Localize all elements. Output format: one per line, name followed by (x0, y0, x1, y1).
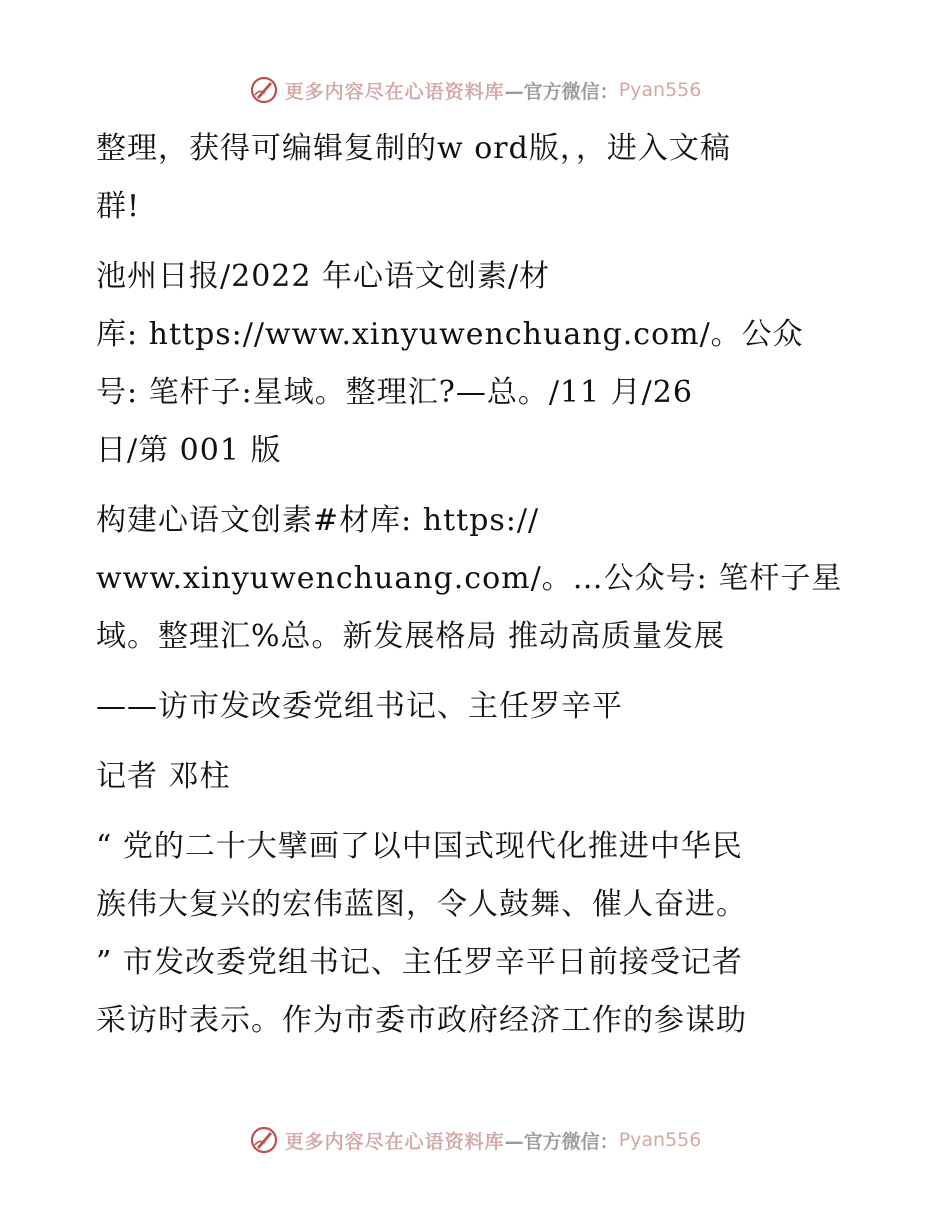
paragraph-headline (96, 492, 856, 666)
text-line: 族伟大复兴的宏伟蓝图，令人鼓舞、催人奋进。 (96, 887, 747, 922)
text-line: 日/第 001 版 (96, 433, 282, 468)
paragraph-body (96, 818, 856, 1050)
text-line: 号: 笔杆子:星域。整理汇?—总。/11 月/26 (96, 375, 693, 410)
footer-watermark-banner (0, 1120, 950, 1160)
banner-official-text: —官方微信： (504, 1130, 619, 1153)
text-line: www.xinyuwenchuang.com/。…公众号: 笔杆子星 (96, 561, 843, 596)
quill-seal-icon (249, 1125, 279, 1155)
paragraph-intro (96, 120, 856, 236)
text-line: 记者 邓柱 (96, 759, 231, 794)
paragraph-subtitle (96, 678, 856, 736)
paragraph-byline (96, 748, 856, 806)
text-line: 构建心语文创素#材库: https:// (96, 503, 540, 538)
banner-wechat-id: Pyan556 (618, 79, 702, 101)
text-line: 域。整理汇%总。新发展格局 推动高质量发展 (96, 619, 726, 654)
text-line: 池州日报/2022 年心语文创素/材 (96, 259, 551, 294)
banner-main-text: 更多内容尽在心语资料库 (284, 80, 505, 103)
header-watermark-banner (0, 70, 950, 110)
document-body (96, 120, 856, 1062)
text-line: ” 市发改委党组书记、主任罗辛平日前接受记者 (96, 945, 743, 980)
text-line: “ 党的二十大擘画了以中国式现代化推进中华民 (96, 829, 743, 864)
text-line: 库: https://www.xinyuwenchuang.com/。公众 (96, 317, 804, 352)
text-line: ——访市发改委党组书记、主任罗辛平 (96, 689, 623, 724)
quill-seal-icon (249, 75, 279, 105)
text-line: 群! (96, 189, 141, 224)
text-line: 整理，获得可编辑复制的w ord版，，进入文稿 (96, 131, 731, 166)
text-line: 采访时表示。作为市委市政府经济工作的参谋助 (96, 1003, 747, 1038)
banner-wechat-id: Pyan556 (618, 1129, 702, 1151)
paragraph-source (96, 248, 856, 480)
banner-official-text: —官方微信： (504, 80, 619, 103)
banner-main-text: 更多内容尽在心语资料库 (284, 1130, 505, 1153)
